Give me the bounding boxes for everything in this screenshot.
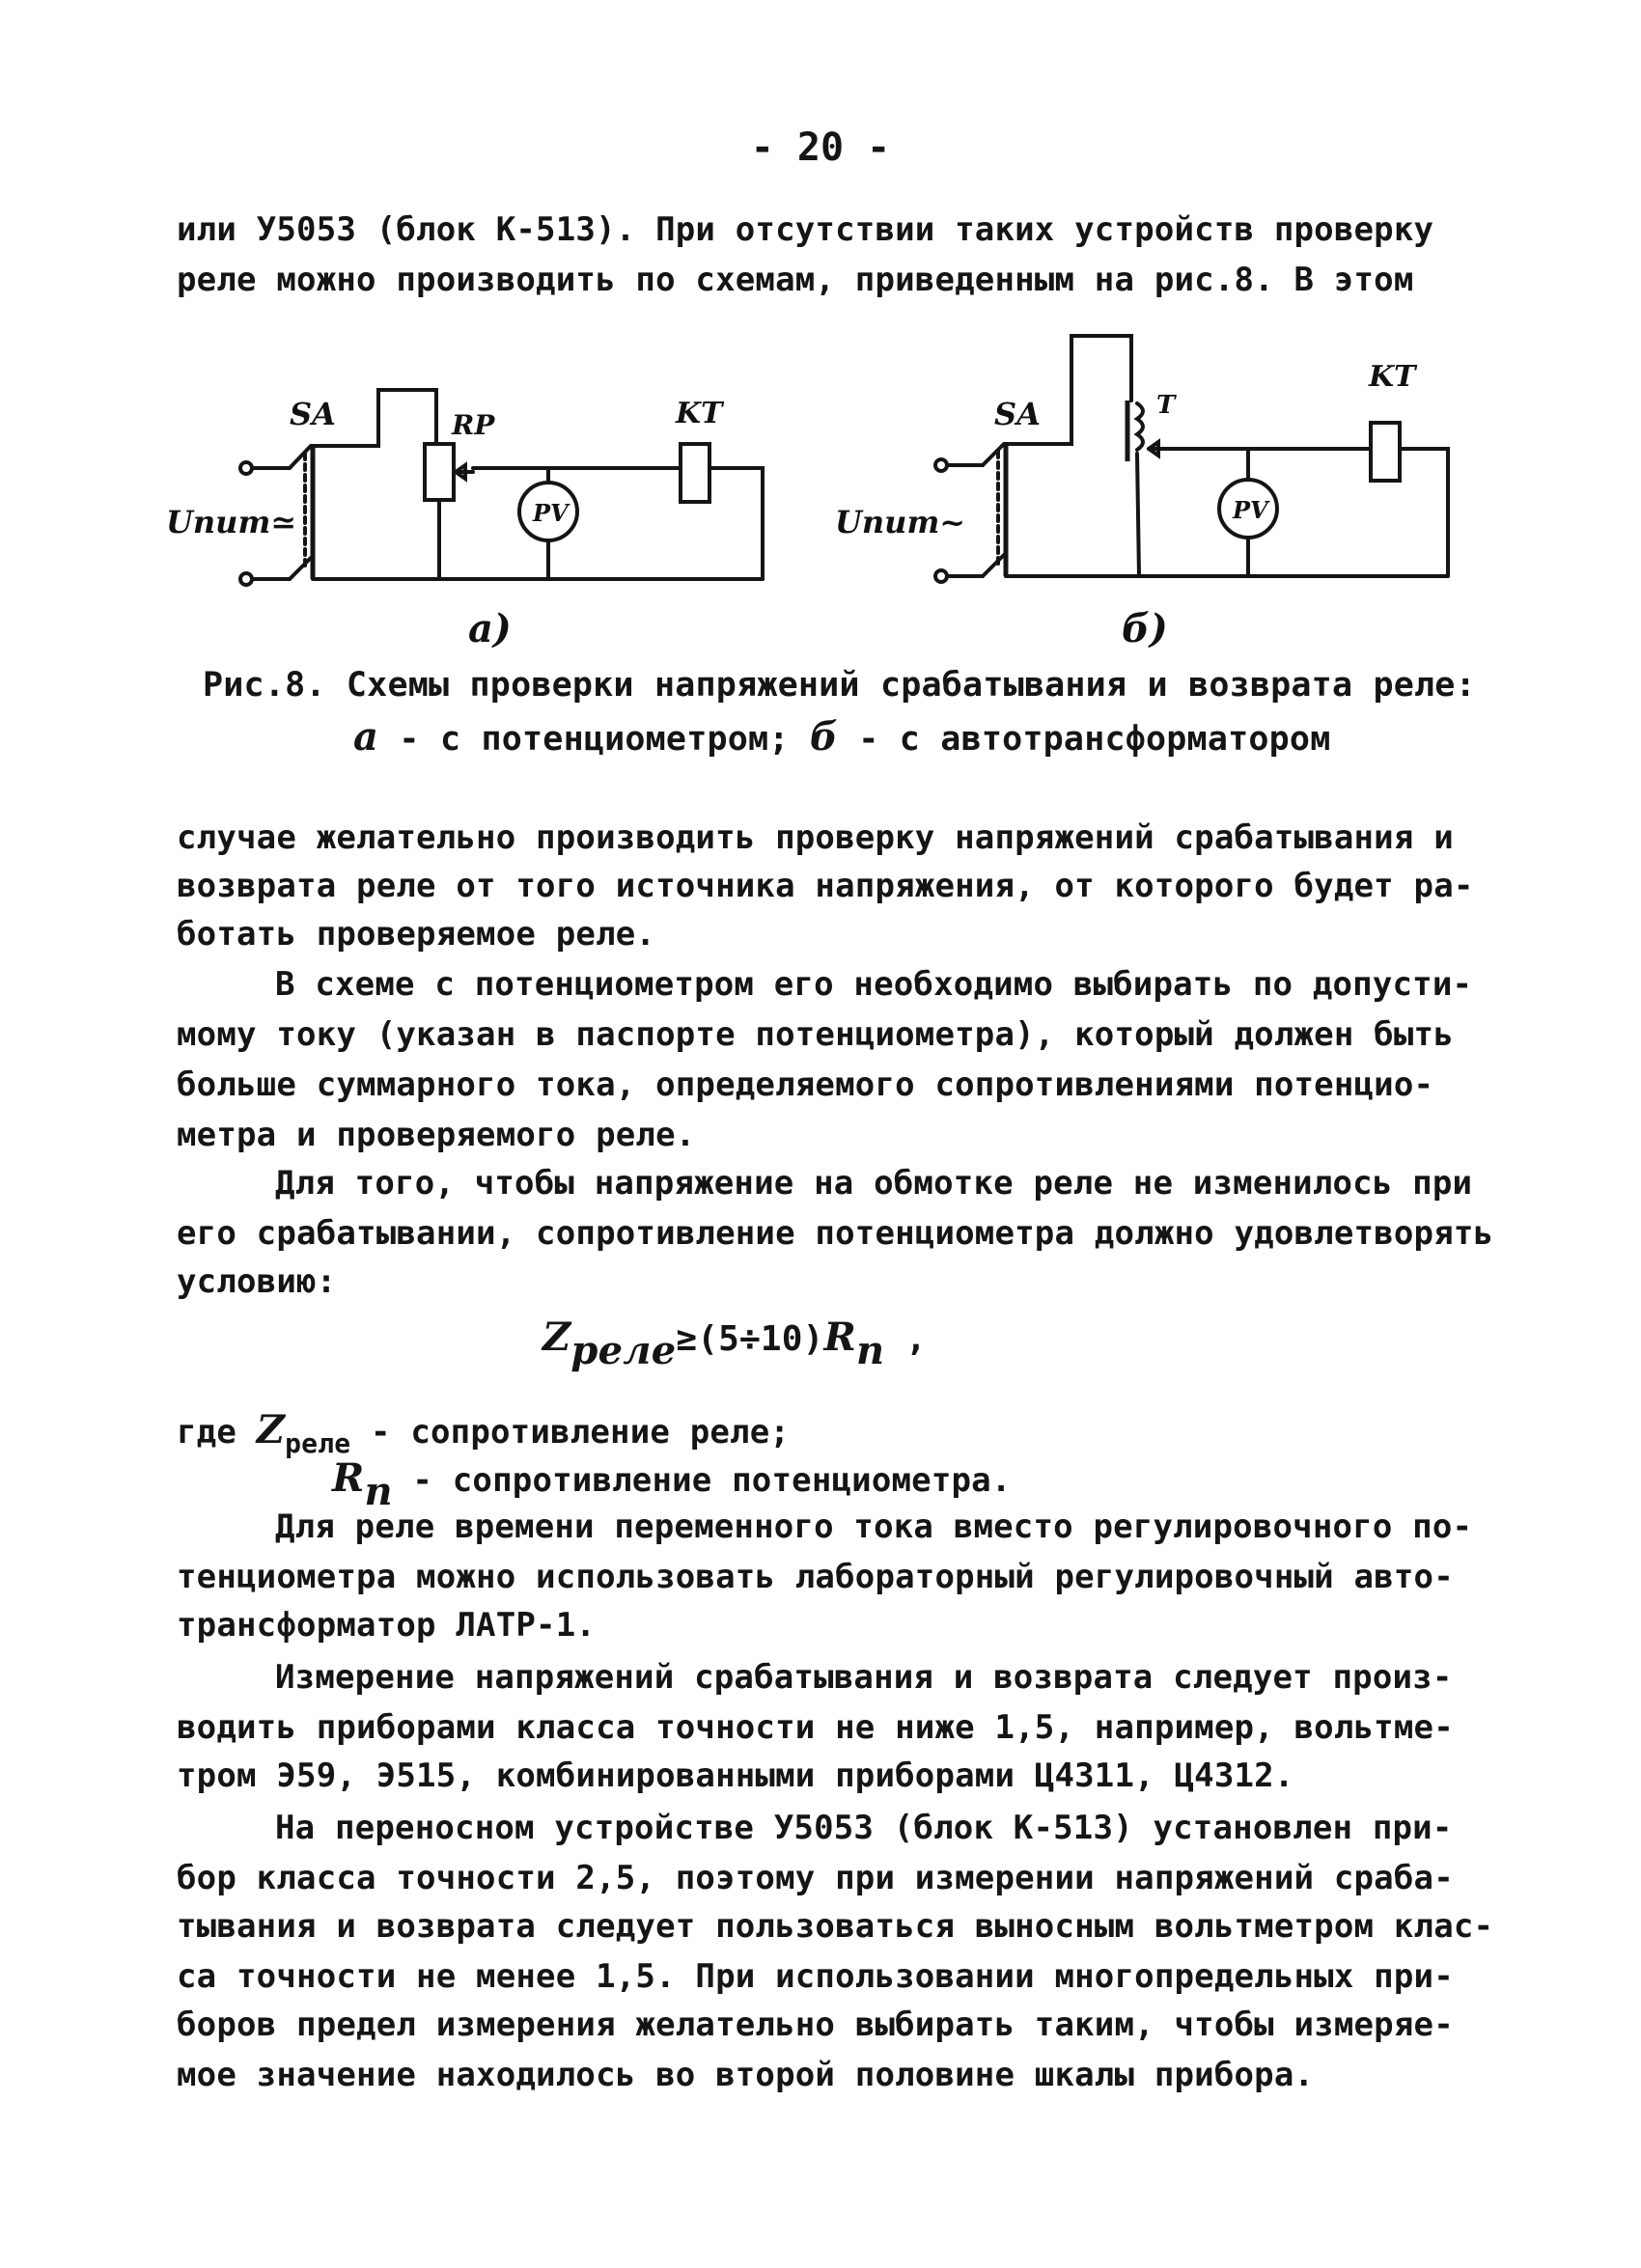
body-line: тенциометра можно использовать лабораторный регулировочный авто- [177,1558,1454,1596]
label-source: Uпит≃ [166,504,297,540]
switch-blade [983,444,1004,465]
caption-text-a: - с потенциометром; [378,720,810,759]
figure-8-schematics [0,309,1641,656]
caption-letter-a: а [353,714,379,760]
caption-line: Рис.8. Схемы проверки напряжений срабатывания и возврата реле: [203,666,1476,705]
switch-blade [983,555,1004,576]
caption-text-b: - с автотрансформатором [837,720,1331,759]
where-z [177,1407,790,1459]
circuit-a [166,390,763,651]
formula-tail: , [884,1319,927,1359]
label-kt: KT [676,397,723,430]
label-rp: RP [452,409,495,441]
where-z-text: - сопротивление реле; [350,1413,791,1452]
where-r [332,1455,1012,1514]
body-line: возврата реле от того источника напряжения, от которого будет ра- [177,867,1474,905]
body-line: метра и проверяемого реле. [177,1116,696,1154]
label-sa: SA [290,396,336,432]
intro-line: или У5053 (блок К-513). При отсутствии таких устройств проверку [177,210,1434,249]
intro-line: реле можно производить по схемам, приведенным на рис.8. В этом [177,261,1414,299]
label-pv: PV [533,499,569,527]
formula-r: R [823,1314,856,1360]
autotransformer-t [1137,403,1143,450]
formula [542,1314,927,1373]
wire [1400,449,1448,576]
wire [709,468,763,579]
label-tag-a: а) [468,606,512,651]
body-line: Для реле времени переменного тока вместо регулировочного по- [275,1507,1473,1546]
label-kt: KT [1369,360,1416,394]
caption-line [353,714,1330,760]
body-line: Измерение напряжений срабатывания и возврата следует произ- [275,1658,1453,1697]
formula-r-sub: п [855,1328,885,1373]
body-line: На переносном устройстве У5053 (блок К-513) установлен при- [275,1809,1453,1847]
wire [1137,454,1139,576]
body-line: водить приборами класса точности не ниже 1,5, например, вольтме- [177,1708,1454,1747]
where-r-text: - сопротивление потенциометра. [392,1461,1012,1500]
relay-kt [681,444,709,502]
switch-blade [290,446,311,468]
where-r-symbol: R [332,1455,365,1501]
where-z-symbol: Z [256,1407,286,1452]
circuit-b [835,336,1448,651]
body-line: его срабатывании, сопротивление потенциометра должно удовлетворять [177,1214,1494,1253]
body-line: тром Э59, Э515, комбинированными приборами Ц4311, Ц4312. [177,1756,1294,1795]
body-line: Для того, чтобы напряжение на обмотке реле не изменилось при [275,1164,1473,1203]
body-line: мому току (указан в паспорте потенциометра), который должен быть [177,1015,1454,1054]
formula-z-sub: реле [570,1328,677,1373]
label-t: T [1156,391,1176,420]
label-sa: SA [994,396,1041,432]
where-lead: где [177,1413,257,1452]
formula-z: Z [542,1314,571,1360]
body-line: случае желательно производить проверку напряжений срабатывания и [177,818,1454,857]
body-line: ботать проверяемое реле. [177,915,656,954]
body-line: тывания и возврата следует пользоваться выносным вольтметром клас- [177,1907,1494,1946]
caption-letter-b: б [809,714,838,760]
body-line: са точности не менее 1,5. При использовании многопредельных при- [177,1957,1454,1996]
relay-kt [1371,423,1400,481]
body-line: бор класса точности 2,5, поэтому при измерении напряжений сраба- [177,1859,1454,1897]
potentiometer-rp [425,444,454,500]
formula-relation: ≥(5÷10) [676,1319,824,1359]
switch-blade [290,558,311,579]
body-line: В схеме с потенциометром его необходимо выбирать по допусти- [275,965,1473,1004]
label-pv: PV [1233,496,1268,524]
where-r-sub: п [364,1469,393,1514]
label-tag-b: б) [1122,606,1168,651]
body-line: больше суммарного тока, определяемого сопротивлениями потенцио- [177,1065,1434,1104]
label-source: Uпит~ [835,504,966,540]
body-line: трансформатор ЛАТР-1. [177,1606,597,1645]
where-z-sub: реле [285,1426,351,1459]
page-number: - 20 - [750,125,891,170]
body-line: боров предел измерения желательно выбирать таким, чтобы измеряе- [177,2005,1454,2044]
body-line: мое значение находилось во второй половине шкалы прибора. [177,2056,1315,2094]
body-line: условию: [177,1262,337,1301]
